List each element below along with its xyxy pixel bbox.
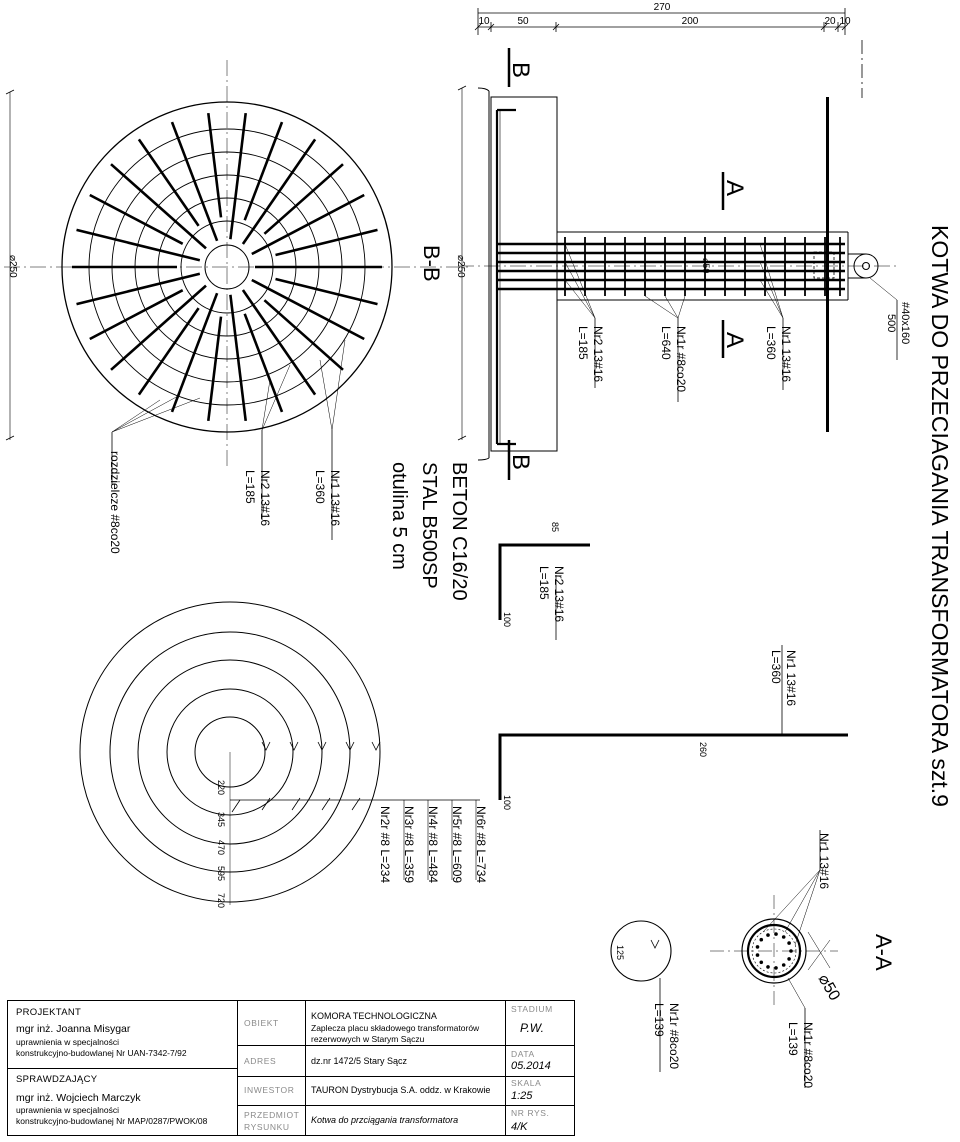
sprawdzajacy-label: SPRAWDZAJĄCY bbox=[16, 1074, 98, 1085]
nr2-leg-dim: 85 bbox=[550, 522, 560, 533]
ring-label-4: Nr3r #8 L=359 bbox=[402, 806, 416, 884]
sprawdzajacy-line1: uprawnienia w specjalności bbox=[16, 1105, 120, 1115]
tb-divider bbox=[237, 1105, 574, 1106]
nr2-base-dim: 100 bbox=[502, 612, 512, 628]
ring-dia-5: 220 bbox=[216, 780, 226, 796]
tb-divider bbox=[237, 1045, 574, 1046]
dim-d3: 200 bbox=[681, 16, 699, 27]
obiekt-label: OBIEKT bbox=[244, 1018, 279, 1028]
radial-bar bbox=[252, 280, 364, 339]
rebar-dot bbox=[756, 953, 760, 957]
title-block bbox=[7, 1000, 575, 1136]
plan-callout-2-length: L=185 bbox=[243, 470, 257, 504]
radial-bar bbox=[77, 230, 200, 260]
projektant-name: mgr inż. Joanna Misygar bbox=[16, 1023, 131, 1035]
section-bb-title: B-B bbox=[419, 245, 444, 282]
aa-diameter: ⌀50 bbox=[814, 971, 843, 1004]
material-concrete: BETON C16/20 bbox=[448, 462, 470, 601]
plan-diameter: ⌀250 bbox=[7, 255, 18, 278]
skala-label: SKALA bbox=[511, 1078, 542, 1088]
section-a-bottom: A bbox=[721, 332, 748, 349]
plan-callout-2-name: Nr2 13#16 bbox=[258, 470, 272, 527]
projektant-line2: konstrukcyjno-budowlanej Nr UAN-7342-7/92 bbox=[16, 1048, 187, 1058]
plate-length: 500 bbox=[885, 314, 897, 333]
sprawdzajacy-name: mgr inż. Wojciech Marczyk bbox=[16, 1092, 141, 1104]
elev-callout-1-name: Nr1 13#16 bbox=[779, 326, 793, 383]
section-aa-title: A-A bbox=[871, 934, 896, 971]
data-label: DATA bbox=[511, 1049, 535, 1059]
small-ring-name: Nr1r #8co20 bbox=[667, 1003, 681, 1070]
nr1-shape-length: L=360 bbox=[769, 650, 783, 684]
ring-dia-1: 720 bbox=[216, 893, 226, 909]
rebar-dot bbox=[760, 961, 764, 965]
rebar-dot bbox=[782, 963, 786, 967]
dim-d4: 20 bbox=[824, 16, 836, 27]
ring-label-2: Nr5r #8 L=609 bbox=[450, 806, 464, 884]
przedmiot-label-1: PRZEDMIOT bbox=[244, 1110, 300, 1120]
radial-bar bbox=[245, 122, 282, 220]
rebar-dot bbox=[774, 932, 778, 936]
radial-bar bbox=[264, 300, 343, 370]
rebar-dot bbox=[782, 935, 786, 939]
data-value: 05.2014 bbox=[511, 1060, 551, 1072]
elev-callout-3-name: Nr2 13#16 bbox=[591, 326, 605, 383]
elev-callout-2-name: Nr1r #8co20 bbox=[674, 326, 688, 393]
adres-label: ADRES bbox=[244, 1056, 277, 1066]
plate-label: #40x160 bbox=[899, 302, 911, 345]
projektant-line1: uprawnienia w specjalności bbox=[16, 1037, 120, 1047]
dim-total: 270 bbox=[653, 2, 671, 13]
obiekt-value-3: rezerwowych w Starym Sączu bbox=[311, 1034, 425, 1044]
aa-callout-name: Nr1 13#16 bbox=[817, 833, 831, 890]
main-title: KOTWA DO PRZECIAGANIA TRANSFORMATORA szt.9 bbox=[927, 225, 953, 807]
przedmiot-value: Kotwa do przciągania transformatora bbox=[311, 1115, 459, 1125]
nr2-shape-length: L=185 bbox=[537, 566, 551, 600]
inwestor-value: TAURON Dystrybucja S.A. oddz. w Krakowie bbox=[311, 1085, 491, 1095]
material-cover: otulina 5 cm bbox=[388, 462, 410, 570]
dim-d5: 10 bbox=[839, 16, 851, 27]
stem-diameter: ⌀50 bbox=[701, 258, 711, 274]
dim-d1: 10 bbox=[478, 16, 490, 27]
rebar-dot bbox=[756, 945, 760, 949]
material-steel: STAL B500SP bbox=[418, 462, 440, 589]
small-ring-length: L=139 bbox=[652, 1003, 666, 1037]
top-dimensions bbox=[475, 8, 862, 98]
section-markers bbox=[509, 48, 723, 480]
ring-dia-2: 595 bbox=[216, 866, 226, 882]
dim-d2: 50 bbox=[517, 16, 529, 27]
inwestor-label: INWESTOR bbox=[244, 1085, 295, 1095]
ring-label-5: Nr2r #8 L=234 bbox=[378, 806, 392, 884]
skala-value: 1:25 bbox=[511, 1090, 533, 1102]
elev-diameter: ⌀250 bbox=[455, 255, 466, 278]
nr2-shape-name: Nr2 13#16 bbox=[552, 566, 566, 623]
small-ring-dia: 125 bbox=[615, 945, 625, 961]
radial-bar bbox=[252, 195, 364, 254]
section-a-top: A bbox=[721, 180, 748, 197]
ring-dia-4: 345 bbox=[216, 812, 226, 828]
nr1-base-dim: 100 bbox=[502, 795, 512, 811]
elev-callout-2-length: L=640 bbox=[659, 326, 673, 360]
rebar-dot bbox=[766, 933, 770, 937]
aa-ring-length: L=139 bbox=[786, 1022, 800, 1056]
section-b-bottom: B bbox=[507, 454, 534, 471]
tb-divider bbox=[305, 1001, 306, 1135]
obiekt-value-2: Zaplecza placu składowego transformatorów bbox=[311, 1023, 480, 1033]
tb-divider bbox=[505, 1001, 506, 1135]
rebar-dot bbox=[766, 965, 770, 969]
sprawdzajacy-line2: konstrukcyjno-budowlanej Nr MAP/0287/PWOK/08 bbox=[16, 1116, 208, 1126]
elev-callout-1-length: L=360 bbox=[764, 326, 778, 360]
nr1-leg-dim: 260 bbox=[698, 742, 708, 758]
plan-callout-3-name: rozdzielcze #8co20 bbox=[108, 451, 122, 554]
stadium-label: STADIUM bbox=[511, 1004, 553, 1014]
elevation-view bbox=[458, 86, 900, 460]
radial-bar bbox=[208, 317, 221, 421]
ring-dia-3: 470 bbox=[216, 840, 226, 856]
przedmiot-label-2: RYSUNKU bbox=[244, 1122, 290, 1132]
rebar-dot bbox=[774, 966, 778, 970]
section-b-top: B bbox=[507, 62, 534, 79]
radial-bar bbox=[208, 113, 221, 217]
nr-rys-label: NR RYS. bbox=[511, 1108, 550, 1118]
elev-callout-3-length: L=185 bbox=[576, 326, 590, 360]
rebar-dot bbox=[787, 941, 791, 945]
rebar-dot bbox=[787, 957, 791, 961]
radial-bar bbox=[77, 274, 200, 304]
tb-divider bbox=[8, 1068, 237, 1069]
adres-value: dz.nr 1472/5 Stary Sącz bbox=[311, 1056, 408, 1066]
plan-callout-1-length: L=360 bbox=[313, 470, 327, 504]
tb-divider bbox=[237, 1076, 574, 1077]
ring-label-3: Nr4r #8 L=484 bbox=[426, 806, 440, 884]
obiekt-value-1: KOMORA TECHNOLOGICZNA bbox=[311, 1011, 437, 1021]
tb-divider bbox=[237, 1001, 238, 1135]
ring-set bbox=[80, 602, 480, 905]
nr1-shape-name: Nr1 13#16 bbox=[784, 650, 798, 707]
projektant-label: PROJEKTANT bbox=[16, 1007, 82, 1018]
radial-bar bbox=[264, 164, 343, 234]
stadium-value: P.W. bbox=[520, 1021, 545, 1035]
aa-ring-name: Nr1r #8co20 bbox=[801, 1022, 815, 1089]
rebar-dot bbox=[760, 938, 764, 942]
ring-label-1: Nr6r #8 L=734 bbox=[474, 806, 488, 884]
nr-rys-value: 4/K bbox=[511, 1121, 528, 1133]
plan-callout-1-name: Nr1 13#16 bbox=[328, 470, 342, 527]
